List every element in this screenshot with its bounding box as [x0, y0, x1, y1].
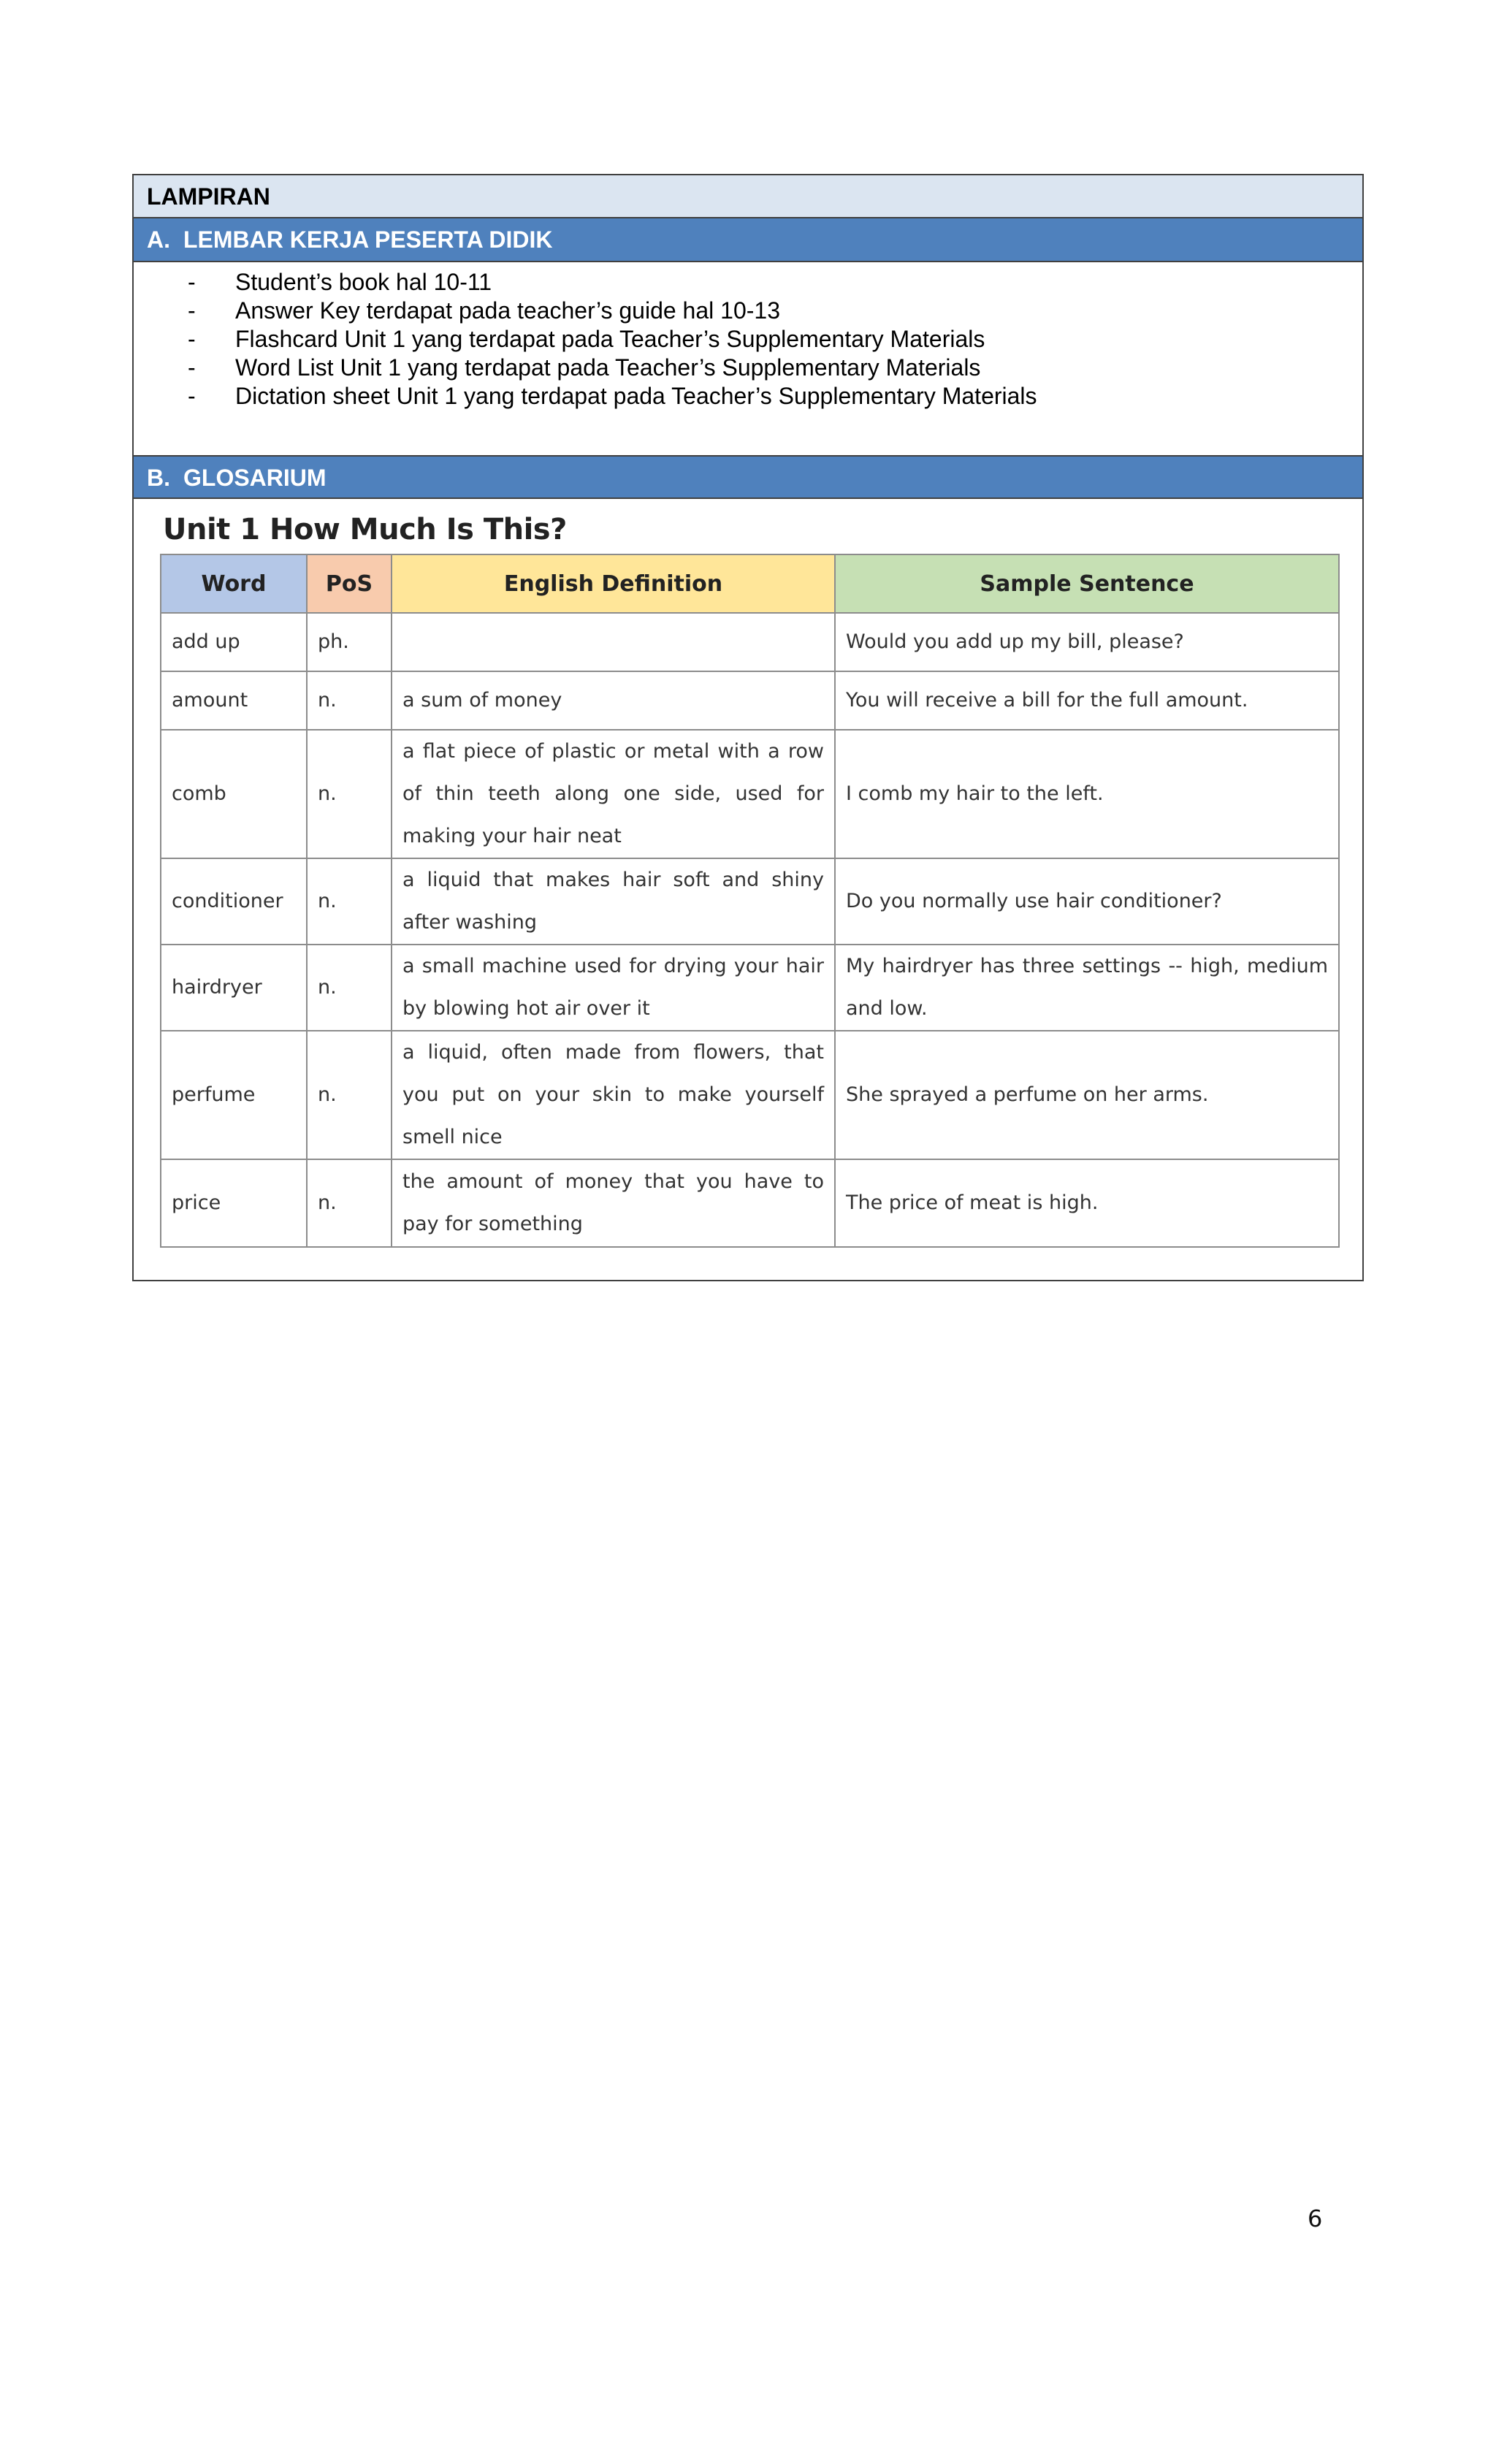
table-row	[161, 671, 1339, 730]
header-word: Word	[161, 554, 307, 613]
list-item	[134, 354, 1362, 382]
worksheet-list	[134, 268, 1362, 411]
table-header-row	[161, 554, 1339, 613]
cell-word: perfume	[161, 1031, 307, 1159]
section-a-heading	[134, 218, 1362, 262]
list-item-text: Word List Unit 1 yang terdapat pada Teacher’s Supplementary Materials	[235, 354, 981, 381]
list-dash: -	[188, 354, 196, 381]
lampiran-heading: LAMPIRAN	[134, 175, 1362, 218]
table-row	[161, 945, 1339, 1031]
header-sample-sentence: Sample Sentence	[835, 554, 1339, 613]
glossary-title: Unit 1 How Much Is This?	[163, 513, 567, 546]
header-pos: PoS	[307, 554, 392, 613]
cell-word: conditioner	[161, 858, 307, 945]
list-item	[134, 297, 1362, 325]
cell-pos: n.	[307, 730, 392, 858]
cell-pos: n.	[307, 1031, 392, 1159]
cell-sentence: The price of meat is high.	[835, 1159, 1339, 1247]
list-item-text: Student’s book hal 10-11	[235, 269, 492, 295]
cell-word: price	[161, 1159, 307, 1247]
cell-pos: n.	[307, 858, 392, 945]
cell-definition: a sum of money	[392, 671, 835, 730]
list-item	[134, 325, 1362, 354]
list-dash: -	[188, 326, 196, 352]
list-dash: -	[188, 297, 196, 324]
cell-word: amount	[161, 671, 307, 730]
section-a-title: LEMBAR KERJA PESERTA DIDIK	[183, 226, 553, 253]
section-b-title: GLOSARIUM	[183, 465, 327, 491]
cell-pos: ph.	[307, 613, 392, 671]
cell-word: add up	[161, 613, 307, 671]
cell-sentence: She sprayed a perfume on her arms.	[835, 1031, 1339, 1159]
cell-definition	[392, 613, 835, 671]
cell-pos: n.	[307, 945, 392, 1031]
list-dash: -	[188, 383, 196, 409]
cell-definition: a liquid, often made from flowers, that you put on your skin to make yourself smell nice	[392, 1031, 835, 1159]
section-a-letter: A.	[147, 226, 170, 253]
cell-word: comb	[161, 730, 307, 858]
table-row	[161, 613, 1339, 671]
table-row	[161, 1031, 1339, 1159]
cell-word: hairdryer	[161, 945, 307, 1031]
list-item-text: Answer Key terdapat pada teacher’s guide hal 10-13	[235, 297, 780, 324]
section-b-letter: B.	[147, 465, 170, 491]
cell-definition: a flat piece of plastic or metal with a row of thin teeth along one side, used for making your hair neat	[392, 730, 835, 858]
cell-definition: a liquid that makes hair soft and shiny after washing	[392, 858, 835, 945]
page-number: 6	[1308, 2205, 1323, 2232]
cell-pos: n.	[307, 671, 392, 730]
list-item	[134, 268, 1362, 297]
table-row	[161, 1159, 1339, 1247]
section-b-heading	[134, 455, 1362, 499]
list-item	[134, 382, 1362, 411]
cell-sentence: Would you add up my bill, please?	[835, 613, 1339, 671]
cell-pos: n.	[307, 1159, 392, 1247]
table-row	[161, 858, 1339, 945]
cell-sentence: My hairdryer has three settings -- high, medium and low.	[835, 945, 1339, 1031]
cell-sentence: Do you normally use hair conditioner?	[835, 858, 1339, 945]
list-item-text: Flashcard Unit 1 yang terdapat pada Teacher’s Supplementary Materials	[235, 326, 985, 352]
list-item-text: Dictation sheet Unit 1 yang terdapat pada Teacher’s Supplementary Materials	[235, 383, 1037, 409]
glossary-table	[160, 554, 1340, 1248]
header-definition: English Definition	[392, 554, 835, 613]
cell-definition: the amount of money that you have to pay for something	[392, 1159, 835, 1247]
list-dash: -	[188, 269, 196, 295]
cell-sentence: I comb my hair to the left.	[835, 730, 1339, 858]
cell-sentence: You will receive a bill for the full amount.	[835, 671, 1339, 730]
cell-definition: a small machine used for drying your hair by blowing hot air over it	[392, 945, 835, 1031]
appendix-frame	[132, 174, 1364, 1281]
table-row	[161, 730, 1339, 858]
